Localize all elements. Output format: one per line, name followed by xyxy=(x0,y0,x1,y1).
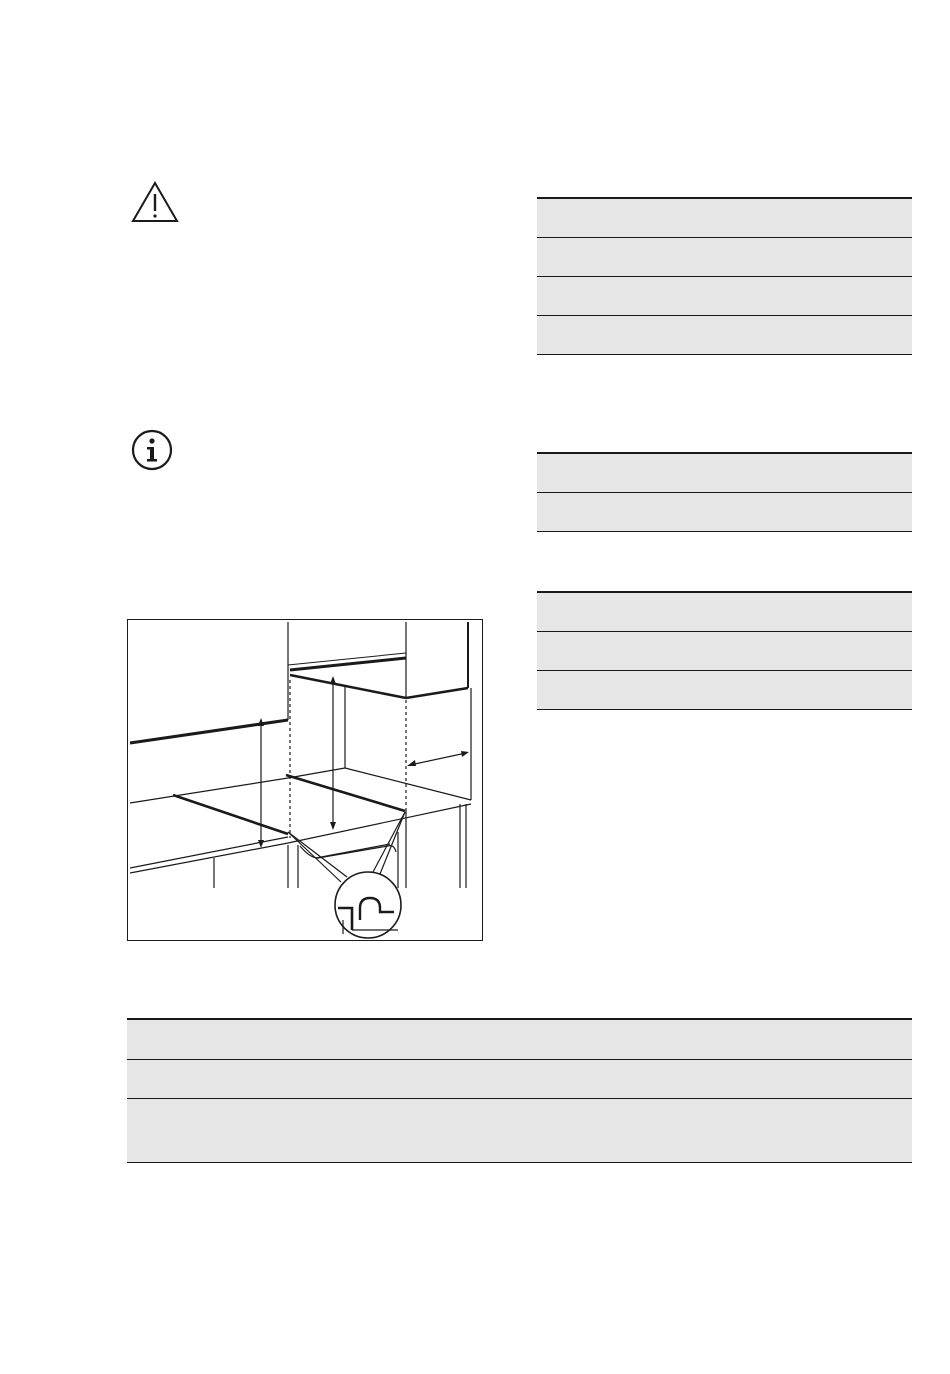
table-row xyxy=(537,277,912,316)
spec-table-a xyxy=(537,197,912,355)
table-row xyxy=(537,238,912,277)
info-circle-icon xyxy=(131,429,173,471)
spec-table-d xyxy=(127,1018,912,1163)
table-row xyxy=(537,316,912,355)
table-row xyxy=(537,493,912,532)
table-row xyxy=(537,632,912,671)
installation-diagram xyxy=(127,619,483,941)
table-row xyxy=(127,1099,912,1163)
table-row xyxy=(127,1060,912,1099)
table-row xyxy=(537,199,912,238)
spec-table-b xyxy=(537,452,912,532)
table-row xyxy=(537,593,912,632)
table-row xyxy=(127,1020,912,1060)
table-row xyxy=(537,671,912,710)
spec-table-c xyxy=(537,591,912,710)
warning-triangle-icon xyxy=(131,181,179,223)
table-row xyxy=(537,454,912,493)
